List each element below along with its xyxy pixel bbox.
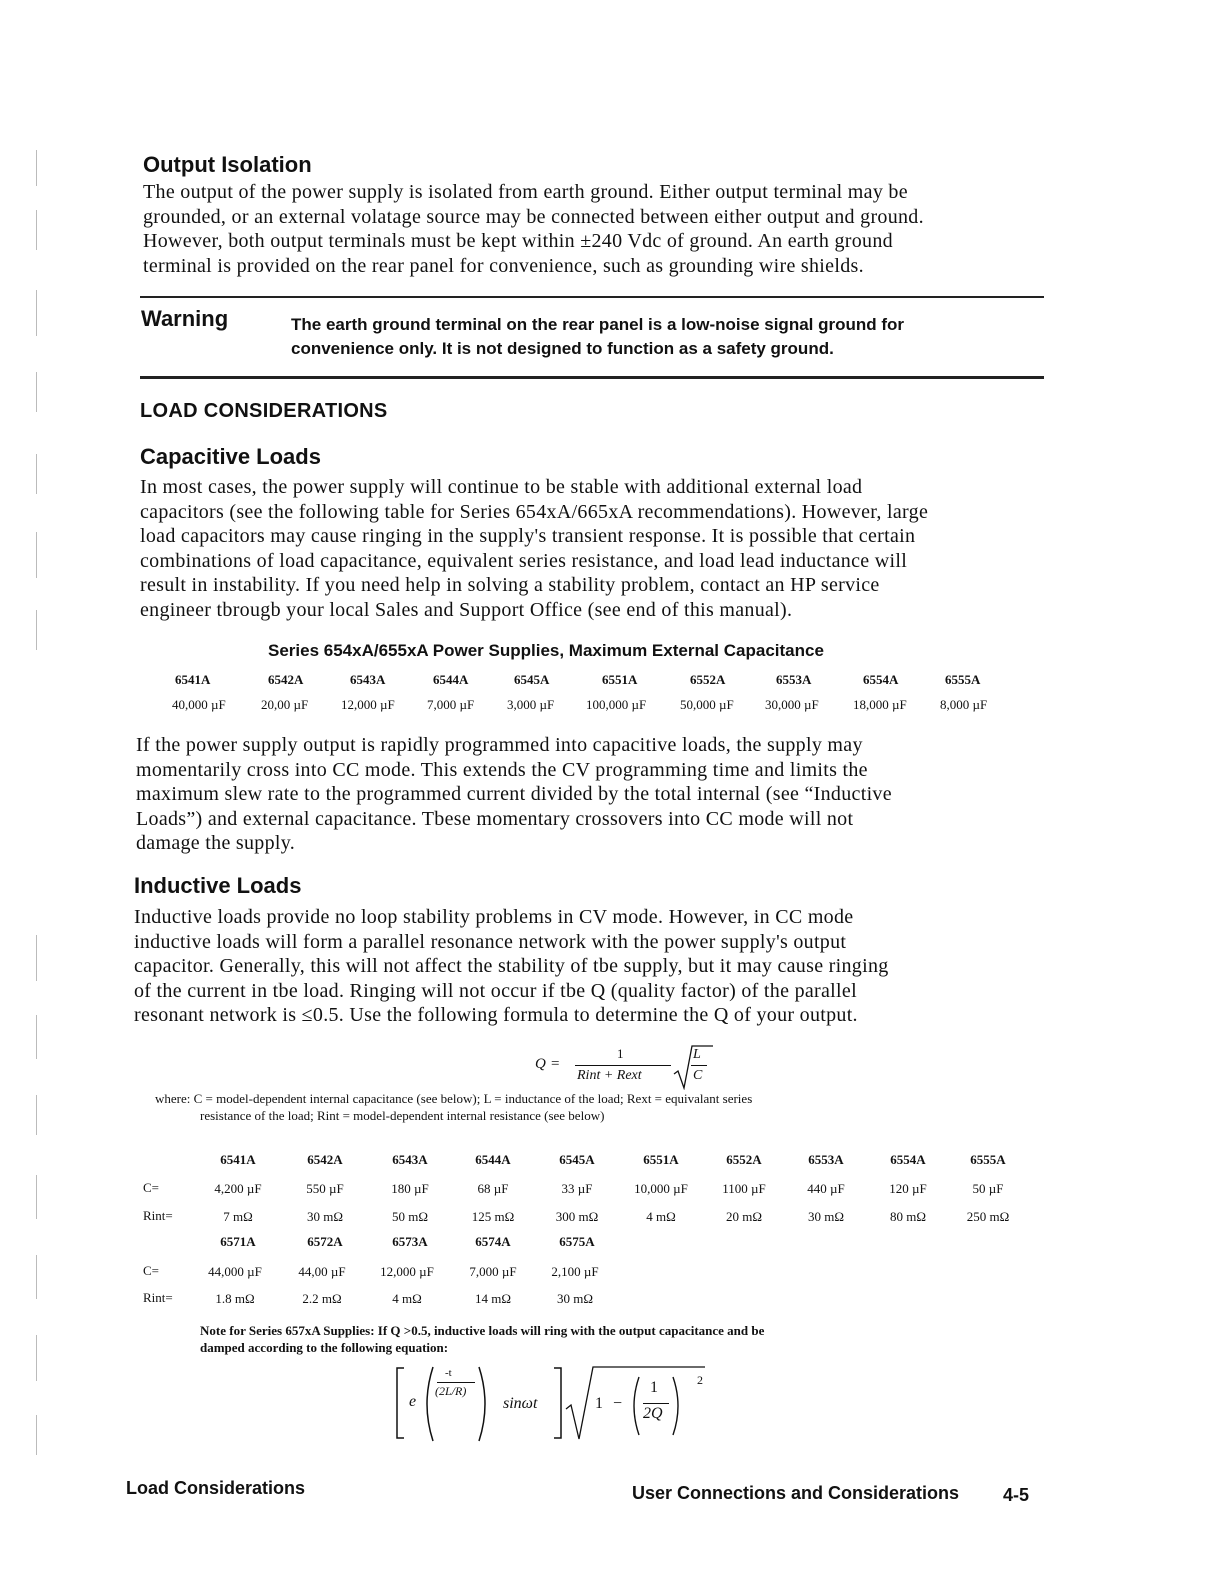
table-cell: 50 µF <box>972 1181 1004 1196</box>
table-cell: 6545A <box>559 1152 595 1167</box>
paragraph-line: resonant network is ≤0.5. Use the following formula to determine the Q of your output. <box>134 1004 858 1026</box>
table-cell: 6551A <box>602 672 638 687</box>
formula-sqrt-numerator: L <box>693 1047 701 1062</box>
paragraph-line: The output of the power supply is isolated from earth ground. Either output terminal may be <box>143 181 908 203</box>
formula-numerator: 1 <box>617 1046 624 1061</box>
c-row-label: C= <box>143 1263 160 1278</box>
table-cell: 6575A <box>559 1234 595 1249</box>
scan-edge-mark <box>30 610 37 650</box>
table-cell: 80 mΩ <box>889 1209 927 1224</box>
r-row-label: Rint= <box>143 1208 173 1223</box>
table-cell: 44,000 µF <box>208 1264 262 1279</box>
paragraph-line: of the current in tbe load. Ringing will not occur if tbe Q (quality factor) of the parallel <box>134 979 857 1002</box>
table-cell: 180 µF <box>391 1181 429 1196</box>
scan-edge-mark <box>30 1175 37 1219</box>
warning-label: Warning <box>141 306 229 331</box>
paragraph-line: If the power supply output is rapidly programmed into capacitive loads, the supply may <box>136 734 863 756</box>
formula-denominator: Rint + Rext <box>577 1068 642 1083</box>
paragraph-line: Loads”) and external capacitance. Tbese momentary crossovers into CC mode will not <box>136 807 854 830</box>
left-paren-icon <box>629 1375 641 1437</box>
footer-page-number: 4-5 <box>1003 1485 1030 1505</box>
damping-one: 1 <box>595 1395 603 1412</box>
note-line: Note for Series 657xA Supplies: If Q >0.5, inductive loads will ring with the output capacitance and be <box>200 1323 765 1338</box>
scan-edge-mark <box>30 935 37 981</box>
table-cell: 120 µF <box>889 1181 927 1196</box>
table-cell: 40,000 µF <box>172 697 226 712</box>
footer-section-title: Load Considerations <box>126 1478 306 1498</box>
paragraph-line: Inductive loads provide no loop stability problems in CV mode. However, in CC mode <box>134 906 854 928</box>
table-cell: 6553A <box>776 672 812 687</box>
inductive-loads-paragraph <box>134 905 889 1028</box>
table-cell: 6544A <box>475 1152 511 1167</box>
paragraph-line: result in instability. If you need help in solving a stability problem, contact an HP service <box>140 574 880 596</box>
scan-edge-mark <box>30 454 37 494</box>
table-cell: 50,000 µF <box>680 697 734 712</box>
table-cell: 50 mΩ <box>391 1209 429 1224</box>
r-row-label: Rint= <box>143 1290 173 1305</box>
table-cell: 6545A <box>514 672 550 687</box>
where-line: where: C = model-dependent internal capacitance (see below); L = inductance of the load; Rext = equivalant series <box>155 1091 753 1106</box>
right-bracket-icon <box>553 1367 563 1439</box>
paragraph-line: maximum slew rate to the programmed current divided by the total internal (see “Inductive <box>136 783 892 805</box>
table-cell: 6573A <box>392 1234 428 1249</box>
table-cell: 14 mΩ <box>474 1291 512 1306</box>
paragraph-line: terminal is provided on the rear panel for convenience, such as grounding wire shields. <box>143 254 864 277</box>
scan-edge-mark <box>30 1095 37 1135</box>
table-cell: 7,000 µF <box>469 1264 517 1279</box>
table-cell: 300 mΩ <box>555 1209 599 1224</box>
table-cell: 6555A <box>970 1152 1006 1167</box>
damping-exp-denominator: (2L/R) <box>435 1384 467 1398</box>
table-cell: 20 mΩ <box>725 1209 763 1224</box>
formula-fraction-bar <box>575 1065 671 1066</box>
scan-edge-mark <box>30 1255 37 1299</box>
table-cell: 8,000 µF <box>940 697 988 712</box>
table-cell: 125 mΩ <box>471 1209 515 1224</box>
scan-edge-mark <box>30 532 37 578</box>
inductive-loads-heading: Inductive Loads <box>134 873 302 898</box>
damping-exp-numerator: -t <box>445 1367 452 1379</box>
paragraph-line: momentarily cross into CC mode. This extends the CV programming time and limits the <box>136 758 868 781</box>
note-line: damped according to the following equation: <box>200 1340 449 1355</box>
table-cell: 6554A <box>890 1152 926 1167</box>
damping-e: e <box>409 1393 417 1410</box>
paragraph-line: capacitor. Generally, this will not affect the stability of tbe supply, but it may cause ringing <box>134 955 889 977</box>
damping-minus: − <box>613 1395 623 1412</box>
right-paren-icon <box>671 1375 683 1437</box>
paragraph-line: damage the supply. <box>136 832 296 854</box>
table-cell: 6553A <box>808 1152 844 1167</box>
damping-power: 2 <box>697 1373 703 1387</box>
table-cell: 6552A <box>690 672 726 687</box>
scan-edge-mark <box>30 210 37 250</box>
table-cell: 18,000 µF <box>853 697 907 712</box>
note-657xa <box>200 1322 764 1356</box>
table-cell: 6551A <box>643 1152 679 1167</box>
scan-edge-mark <box>30 372 37 412</box>
where-line: resistance of the load; Rint = model-dependent internal resistance (see below) <box>200 1108 605 1123</box>
paragraph-line: engineer tbrougb your local Sales and Support Office (see end of this manual). <box>140 598 793 621</box>
table-cell: 33 µF <box>561 1181 593 1196</box>
table-cell: 12,000 µF <box>341 697 395 712</box>
table-cell: 20,00 µF <box>261 697 309 712</box>
left-paren-icon <box>421 1365 435 1443</box>
table-cell: 6543A <box>350 672 386 687</box>
table-cell: 4 mΩ <box>646 1209 676 1224</box>
warning-line: The earth ground terminal on the rear panel is a low-noise signal ground for <box>291 315 905 334</box>
table-cell: 12,000 µF <box>380 1264 434 1279</box>
table-cell: 100,000 µF <box>586 697 647 712</box>
table-cell: 6541A <box>220 1152 256 1167</box>
output-isolation-paragraph <box>143 180 924 278</box>
capacitance-table-value-row <box>0 697 1224 715</box>
paragraph-line: However, both output terminals must be kept within ±240 Vdc of ground. An earth ground <box>143 230 893 252</box>
left-bracket-icon <box>395 1367 405 1439</box>
warning-text <box>291 313 904 361</box>
table-cell: 6542A <box>307 1152 343 1167</box>
table-cell: 3,000 µF <box>507 697 555 712</box>
capacitive-loads-paragraph <box>140 475 928 622</box>
table-cell: 4 mΩ <box>392 1291 422 1306</box>
capacitance-table-header-row <box>0 672 1224 690</box>
scan-edge-mark <box>30 290 37 336</box>
table-cell: 2,100 µF <box>551 1264 599 1279</box>
capacitance-table-title: Series 654xA/655xA Power Supplies, Maximum External Capacitance <box>268 641 824 660</box>
paragraph-line: combinations of load capacitance, equivalent series resistance, and load lead inductance will <box>140 549 908 572</box>
formula-equals: = <box>551 1056 560 1072</box>
paragraph-line: In most cases, the power supply will continue to be stable with additional external load <box>140 476 863 498</box>
table-cell: 440 µF <box>807 1181 845 1196</box>
damping-sin: sinωt <box>503 1395 538 1412</box>
load-considerations-heading: LOAD CONSIDERATIONS <box>140 400 388 422</box>
formula-q: Q <box>535 1056 546 1072</box>
damping-frac-bar <box>643 1403 669 1404</box>
table-cell: 2.2 mΩ <box>302 1291 342 1306</box>
damping-equation <box>395 1365 715 1445</box>
paragraph-line: inductive loads will form a parallel resonance network with the power supply's output <box>134 930 847 953</box>
table-cell: 30 mΩ <box>556 1291 594 1306</box>
table-cell: 6574A <box>475 1234 511 1249</box>
table-cell: 30,000 µF <box>765 697 819 712</box>
table-cell: 6543A <box>392 1152 428 1167</box>
table-cell: 550 µF <box>306 1181 344 1196</box>
scan-edge-mark <box>30 1335 37 1381</box>
right-paren-icon <box>477 1365 491 1443</box>
paragraph-line: capacitors (see the following table for Series 654xA/665xA recommendations). However, large <box>140 500 929 523</box>
scan-edge-mark <box>30 1015 37 1059</box>
table-cell: 6554A <box>863 672 899 687</box>
table-cell: 6541A <box>175 672 211 687</box>
damping-frac-numerator: 1 <box>650 1379 658 1396</box>
table-cell: 6571A <box>220 1234 256 1249</box>
warning-line: convenience only. It is not designed to function as a safety ground. <box>291 339 834 358</box>
damping-frac-denominator: 2Q <box>643 1405 663 1422</box>
capacitive-loads-heading: Capacitive Loads <box>140 444 321 469</box>
table-cell: 6544A <box>433 672 469 687</box>
footer-chapter-title: User Connections and Considerations <box>632 1483 960 1503</box>
table-cell: 6555A <box>945 672 981 687</box>
table-cell: 30 mΩ <box>306 1209 344 1224</box>
warning-bottom-rule <box>140 376 1044 379</box>
table-cell: 250 mΩ <box>966 1209 1010 1224</box>
q-formula <box>535 1044 715 1090</box>
table-cell: 7 mΩ <box>223 1209 253 1224</box>
table-cell: 68 µF <box>477 1181 509 1196</box>
warning-top-rule <box>140 296 1044 298</box>
table-cell: 7,000 µF <box>427 697 475 712</box>
table-cell: 44,00 µF <box>298 1264 346 1279</box>
formula-sqrt-bar <box>691 1065 707 1066</box>
table-cell: 6542A <box>268 672 304 687</box>
damping-exp-bar <box>437 1382 475 1383</box>
output-isolation-heading: Output Isolation <box>143 152 312 177</box>
table-cell: 1.8 mΩ <box>215 1291 255 1306</box>
where-text <box>155 1090 752 1124</box>
paragraph-line: load capacitors may cause ringing in the supply's transient response. It is possible that certain <box>140 525 916 547</box>
capacitive-loads-paragraph-2 <box>136 733 892 856</box>
table-cell: 6552A <box>726 1152 762 1167</box>
table-cell: 30 mΩ <box>807 1209 845 1224</box>
table-cell: 1100 µF <box>722 1181 766 1196</box>
paragraph-line: grounded, or an external volatage source may be connected between either output and ground. <box>143 205 924 228</box>
table-cell: 6572A <box>307 1234 343 1249</box>
table-cell: 4,200 µF <box>214 1181 262 1196</box>
c-row-label: C= <box>143 1180 160 1195</box>
scan-edge-mark <box>30 150 37 186</box>
table-cell: 10,000 µF <box>634 1181 688 1196</box>
scan-edge-mark <box>30 1415 37 1455</box>
formula-sqrt-denominator: C <box>693 1068 703 1083</box>
